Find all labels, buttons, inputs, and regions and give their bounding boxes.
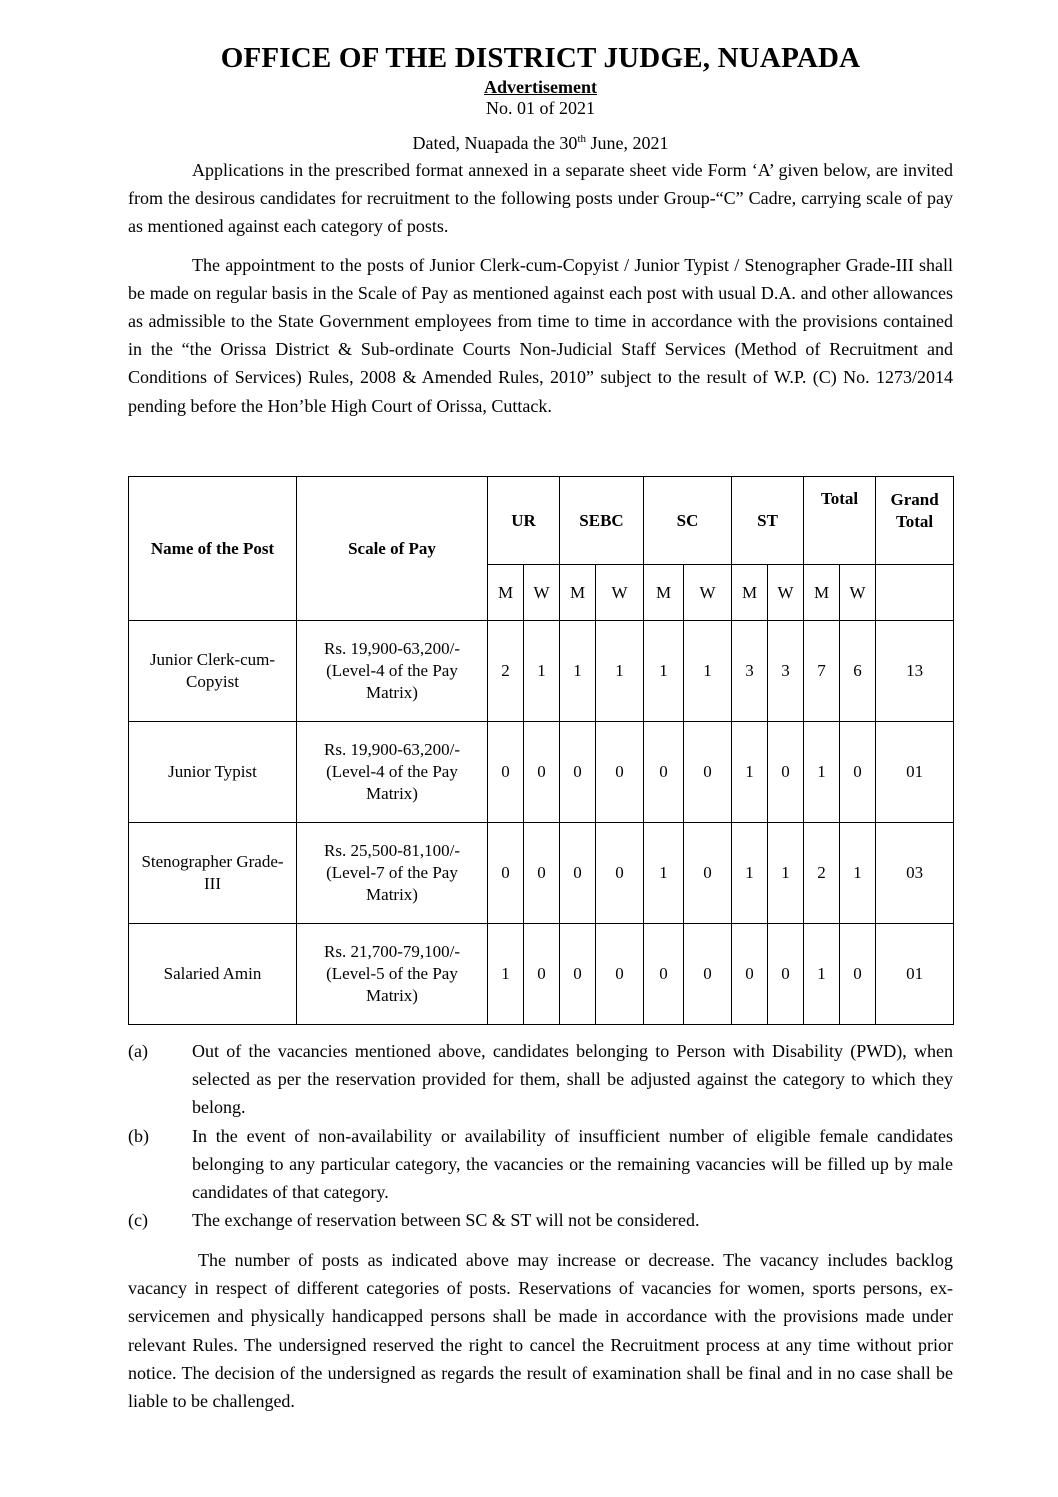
dated-rest: June, 2021 (586, 133, 669, 153)
subheader-w: W (768, 565, 804, 621)
grand-total: 01 (876, 924, 954, 1025)
advertisement-label: Advertisement (484, 77, 597, 97)
vacancy-count: 0 (488, 722, 524, 823)
vacancy-count: 0 (644, 722, 684, 823)
subheader-m: M (804, 565, 840, 621)
vacancy-count: 1 (804, 924, 840, 1025)
dated-prefix: Dated, Nuapada the 30 (412, 133, 578, 153)
vacancy-count: 0 (684, 924, 732, 1025)
vacancy-count: 0 (768, 722, 804, 823)
pay-scale: Rs. 25,500-81,100/- (Level-7 of the Pay Matrix) (297, 823, 488, 924)
vacancy-count: 6 (840, 621, 876, 722)
vacancy-count: 1 (840, 823, 876, 924)
advertisement-page (128, 40, 953, 1412)
vacancy-count: 0 (644, 924, 684, 1025)
dated-line (128, 132, 953, 154)
advertisement-number: No. 01 of 2021 (486, 98, 595, 118)
vacancy-count: 0 (560, 924, 596, 1025)
vacancy-count: 0 (524, 722, 560, 823)
pay-scale: Rs. 19,900-63,200/- (Level-4 of the Pay Matrix) (297, 621, 488, 722)
pay-scale: Rs. 19,900-63,200/- (Level-4 of the Pay Matrix) (297, 722, 488, 823)
post-name: Stenographer Grade-III (129, 823, 297, 924)
vacancy-count: 0 (524, 924, 560, 1025)
header-st: ST (732, 477, 804, 565)
office-title: OFFICE OF THE DISTRICT JUDGE, NUAPADA (220, 42, 861, 74)
subheader-w: W (524, 565, 560, 621)
vacancy-count: 1 (732, 722, 768, 823)
note-text: Out of the vacancies mentioned above, candidates belonging to Person with Disability (PWD), when selected as per the reservation provided for them, shall be adjusted against the category to which they belong. (192, 1041, 953, 1118)
post-name: Junior Typist (129, 722, 297, 823)
notes-list (128, 1037, 953, 1234)
table-row (129, 823, 954, 924)
subheader-w: W (684, 565, 732, 621)
grand-total: 03 (876, 823, 954, 924)
subheader-m: M (732, 565, 768, 621)
subheader-w: W (596, 565, 644, 621)
vacancy-count: 3 (768, 621, 804, 722)
header-total: Total (804, 477, 876, 565)
vacancy-count: 1 (684, 621, 732, 722)
post-name: Junior Clerk-cum-Copyist (129, 621, 297, 722)
list-item (128, 1037, 953, 1122)
vacancy-count: 7 (804, 621, 840, 722)
vacancy-count: 0 (768, 924, 804, 1025)
subheader-w: W (840, 565, 876, 621)
subheader-empty (876, 565, 954, 621)
vacancy-count: 1 (488, 924, 524, 1025)
vacancy-count: 0 (524, 823, 560, 924)
subheader-m: M (488, 565, 524, 621)
vacancy-count: 1 (596, 621, 644, 722)
vacancy-count: 0 (560, 722, 596, 823)
pay-scale: Rs. 21,700-79,100/- (Level-5 of the Pay Matrix) (297, 924, 488, 1025)
vacancy-count: 0 (840, 924, 876, 1025)
post-name: Salaried Amin (129, 924, 297, 1025)
vacancy-count: 1 (804, 722, 840, 823)
intro-paragraph: Applications in the prescribed format annexed in a separate sheet vide Form ‘A’ given below, are invited from the desirous candidates for recruitment to the following posts under Group-“C” Cadre, carrying scale of pay as mentioned against each category of posts. (128, 160, 953, 237)
vacancy-count: 2 (488, 621, 524, 722)
vacancy-count: 0 (560, 823, 596, 924)
subheader-m: M (644, 565, 684, 621)
table-header-row (129, 477, 954, 565)
note-label: (b) (128, 1125, 149, 1146)
table-row (129, 621, 954, 722)
list-item (128, 1206, 953, 1234)
closing-section (128, 1246, 953, 1415)
appointment-paragraph: The appointment to the posts of Junior Clerk-cum-Copyist / Junior Typist / Stenographer Grade-III shall be made on regular basis in the Scale of Pay as mentioned against each post with usual D.A. and other allowances as admissible to the State Government employees from time to time in accordance with the provisions contained in the “the Orissa District & Sub-ordinate Courts Non-Judicial Staff Services (Method of Recruitment and Conditions of Services) Rules, 2008 & Amended Rules, 2010” subject to the result of W.P. (C) No. 1273/2014 pending before the Hon’ble High Court of Orissa, Cuttack. (128, 254, 953, 416)
note-text: The exchange of reservation between SC & ST will not be considered. (192, 1210, 700, 1231)
note-text: In the event of non-availability or availability of insufficient number of eligible female candidates belonging to any particular category, the vacancies or the remaining vacancies will be filled up by male candidates of that category. (192, 1125, 953, 1203)
vacancy-count: 0 (596, 722, 644, 823)
vacancy-count: 0 (840, 722, 876, 823)
vacancy-count: 1 (560, 621, 596, 722)
subheader-m: M (560, 565, 596, 621)
vacancy-count: 1 (524, 621, 560, 722)
vacancy-count: 0 (488, 823, 524, 924)
vacancy-count: 0 (596, 924, 644, 1025)
note-label: (a) (128, 1041, 148, 1061)
table-row (129, 924, 954, 1025)
header-sc: SC (644, 477, 732, 565)
grand-total: 01 (876, 722, 954, 823)
vacancy-table (128, 476, 954, 1025)
vacancy-count: 3 (732, 621, 768, 722)
header-scale: Scale of Pay (297, 477, 488, 621)
vacancy-count: 1 (644, 621, 684, 722)
header-ur: UR (488, 477, 560, 565)
vacancy-count: 1 (768, 823, 804, 924)
vacancy-count: 0 (684, 722, 732, 823)
header-grand-total-line1: Grand (890, 490, 939, 509)
vacancy-count: 1 (644, 823, 684, 924)
note-label: (c) (128, 1210, 148, 1231)
vacancy-count: 0 (684, 823, 732, 924)
list-item (128, 1122, 953, 1207)
vacancy-count: 2 (804, 823, 840, 924)
closing-paragraph: The number of posts as indicated above may increase or decrease. The vacancy includes backlog vacancy in respect of different categories of posts. Reservations of vacancies for women, sports persons, ex-servicemen and physically handicapped persons shall be made in accordance with the provisions made under relevant Rules. The undersigned reserved the right to cancel the Recruitment process at any time without prior notice. The decision of the undersigned as regards the result of examination shall be final and in no case shall be liable to be challenged. (128, 1250, 953, 1412)
header-grand-total-line2: Total (895, 512, 934, 531)
table-row (129, 722, 954, 823)
grand-total: 13 (876, 621, 954, 722)
header-grand-total (876, 477, 954, 565)
vacancy-count: 1 (732, 823, 768, 924)
header-sebc: SEBC (560, 477, 644, 565)
dated-suffix: th (577, 133, 586, 145)
vacancy-count: 0 (596, 823, 644, 924)
vacancy-count: 0 (732, 924, 768, 1025)
header-post: Name of the Post (129, 477, 297, 621)
